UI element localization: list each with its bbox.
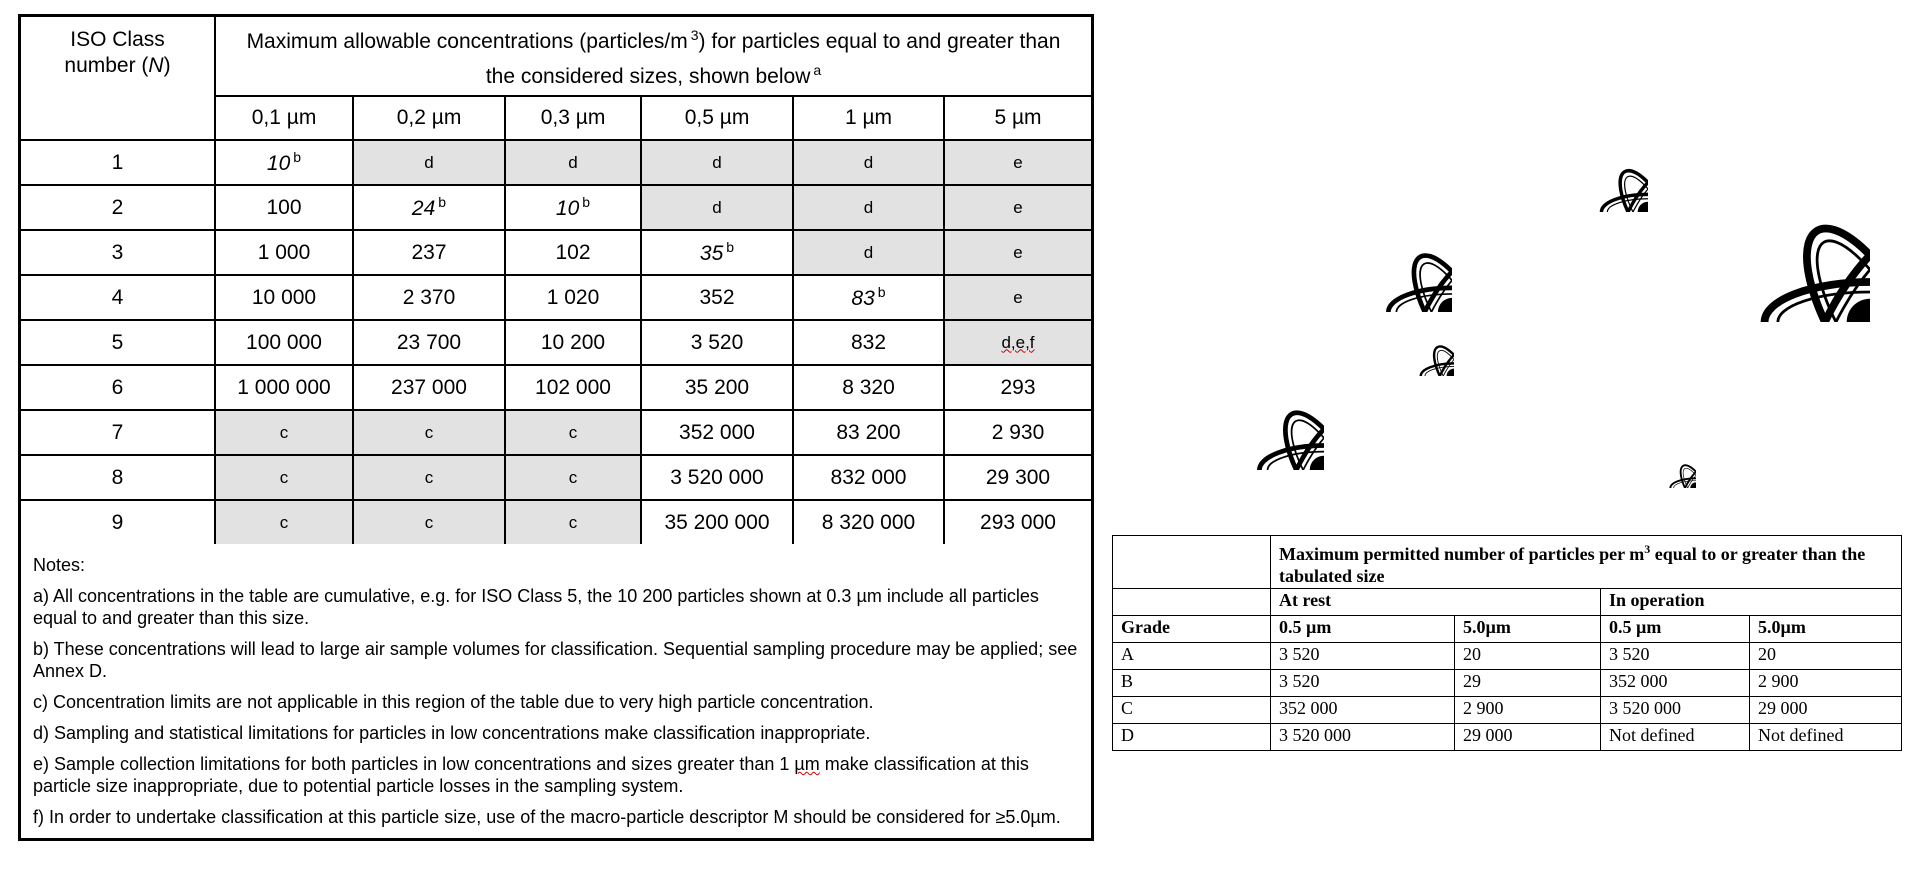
grade-header-pre: Maximum permitted number of particles per m — [1279, 544, 1645, 564]
iso-class-number: 6 — [21, 365, 215, 410]
iso-cell-value: 23 700 — [396, 330, 462, 354]
iso-cell-value: d — [712, 152, 722, 172]
iso-cell — [353, 140, 505, 185]
iso-cell — [215, 140, 353, 185]
iso-cell — [944, 275, 1091, 320]
note-c: c) Concentration limits are not applicable in this region of the table due to very high particle concentration. — [33, 692, 874, 712]
grade-value: 3 520 000 — [1271, 724, 1455, 751]
iso-cell-value: 293 — [1000, 375, 1036, 399]
iso-cell-value: 832 — [850, 330, 887, 354]
iso-cell — [215, 185, 353, 230]
iso-class-number: 5 — [21, 320, 215, 365]
iso-cell-value: 3 520 — [690, 330, 744, 354]
iso-concentration-header — [215, 17, 1091, 96]
iso-cell — [215, 410, 353, 455]
iso-class-number: 4 — [21, 275, 215, 320]
iso-cell-value: d,e,f — [1001, 332, 1035, 352]
iso-cell-value: 8 320 000 — [821, 510, 916, 534]
grade-header-sup: 3 — [1644, 542, 1651, 556]
iso-cell — [353, 365, 505, 410]
iso-class-header-var: N — [148, 54, 164, 77]
grade-letter: C — [1113, 697, 1271, 724]
iso-size-header: 5 µm — [944, 96, 1091, 140]
iso-cell — [353, 185, 505, 230]
iso-cell — [944, 230, 1091, 275]
iso-cell — [215, 320, 353, 365]
iso-cell-value: c — [568, 467, 578, 487]
iso-cell — [944, 365, 1091, 410]
iso-row — [21, 275, 1091, 320]
grade-main-header — [1271, 536, 1902, 589]
iso-cell-value: d — [863, 197, 874, 217]
note-e-post: make classification at this particle size inappropriate, due to potential particle losses in the sampling system. — [33, 754, 1029, 796]
iso-cell-value: 352 000 — [679, 420, 755, 444]
iso-cell — [944, 455, 1091, 500]
iso-cell-value: 29 300 — [985, 465, 1051, 489]
iso-cell-value: 352 — [699, 285, 735, 309]
iso-cell-footnote: b — [438, 194, 447, 210]
iso-cell-value: c — [424, 467, 434, 487]
iso-cell — [641, 140, 793, 185]
iso-cell-value: 10 — [266, 152, 291, 175]
grade-value: 2 900 — [1455, 697, 1601, 724]
iso-classification-table — [18, 14, 1094, 841]
grade-value: 20 — [1750, 643, 1902, 670]
iso-cell — [641, 365, 793, 410]
grade-value: 29 000 — [1750, 697, 1902, 724]
iso-cell — [641, 185, 793, 230]
iso-cell — [353, 455, 505, 500]
iso-cell — [505, 230, 641, 275]
atom-icon — [1188, 334, 1324, 470]
grade-value: 29 — [1455, 670, 1601, 697]
at-rest-header: At rest — [1271, 589, 1601, 616]
note-e-pre: e) Sample collection limitations for both particles in low concentrations and sizes greater than 1 — [33, 754, 790, 774]
atom-icon — [1642, 434, 1696, 488]
iso-cell-value: d — [424, 152, 434, 172]
iso-cell-value: 237 000 — [391, 375, 467, 399]
grade-size-header: 0.5 µm — [1271, 616, 1455, 643]
iso-table-grid — [21, 17, 1091, 544]
grade-value: Not defined — [1601, 724, 1750, 751]
iso-cell-value: 1 000 000 — [237, 375, 331, 399]
grade-size-header: 0.5 µm — [1601, 616, 1750, 643]
iso-class-header-line1: ISO Class — [70, 28, 165, 51]
iso-cell-value: 2 930 — [991, 420, 1045, 444]
iso-cell — [505, 185, 641, 230]
iso-cell — [353, 320, 505, 365]
iso-row — [21, 500, 1091, 544]
grade-row — [1113, 697, 1902, 724]
iso-cell-value: e — [1013, 197, 1023, 217]
grade-state-row — [1113, 589, 1902, 616]
note-e — [33, 753, 1079, 797]
iso-cell — [793, 365, 944, 410]
iso-cell — [505, 500, 641, 544]
iso-cell-value: c — [568, 422, 578, 442]
iso-cell — [353, 500, 505, 544]
iso-cell — [641, 500, 793, 544]
grade-row — [1113, 670, 1902, 697]
grade-value: 29 000 — [1455, 724, 1601, 751]
grade-label-header: Grade — [1113, 616, 1271, 643]
note-f: f) In order to undertake classification at this particle size, use of the macro-particle descriptor M should be considered for ≥5.0µm. — [33, 807, 1061, 827]
note-a: a) All concentrations in the table are cumulative, e.g. for ISO Class 5, the 10 200 particles shown at 0.3 µm include all particles equal to and greater than this size. — [33, 586, 1039, 628]
iso-cell-value: 3 520 000 — [670, 465, 764, 489]
iso-cell-footnote: b — [877, 284, 886, 300]
atom-icon — [1384, 306, 1454, 376]
iso-header-main-sup: 3 — [690, 27, 699, 43]
iso-class-number: 3 — [21, 230, 215, 275]
iso-row — [21, 140, 1091, 185]
iso-class-number: 1 — [21, 140, 215, 185]
iso-cell — [353, 275, 505, 320]
iso-cell — [793, 455, 944, 500]
iso-cell — [215, 500, 353, 544]
iso-cell — [944, 185, 1091, 230]
in-operation-header: In operation — [1601, 589, 1902, 616]
grade-size-header: 5.0µm — [1455, 616, 1601, 643]
iso-cell-value: 102 — [555, 240, 591, 264]
atom-icon — [1648, 100, 1870, 322]
iso-cell-value: 293 000 — [980, 510, 1056, 534]
iso-cell-value: 35 200 000 — [664, 510, 770, 534]
iso-cell-value: c — [424, 422, 434, 442]
iso-cell-value: d — [863, 152, 874, 172]
iso-cell-value: e — [1013, 242, 1023, 262]
grade-value: 352 000 — [1271, 697, 1455, 724]
iso-cell — [793, 320, 944, 365]
grade-letter: D — [1113, 724, 1271, 751]
iso-cell-footnote: b — [726, 239, 735, 255]
iso-cell — [215, 365, 353, 410]
grade-value: 2 900 — [1750, 670, 1902, 697]
atom-icon — [1318, 178, 1452, 312]
iso-cell-value: c — [279, 422, 289, 442]
iso-cell — [793, 140, 944, 185]
iso-cell — [641, 320, 793, 365]
iso-row — [21, 410, 1091, 455]
grade-size-header: 5.0µm — [1750, 616, 1902, 643]
iso-cell — [641, 455, 793, 500]
iso-cell — [505, 320, 641, 365]
iso-cell-value: d — [863, 242, 874, 262]
iso-cell-footnote: b — [293, 149, 302, 165]
notes-title: Notes: — [33, 555, 86, 575]
iso-cell-value: e — [1013, 287, 1023, 307]
iso-cell-value: 1 020 — [546, 285, 600, 309]
iso-header-main-post: ) for particles equal to and greater than the considered sizes, shown below — [485, 30, 1061, 88]
iso-cell — [793, 410, 944, 455]
grade-header-row — [1113, 536, 1902, 589]
iso-row — [21, 230, 1091, 275]
grade-value: Not defined — [1750, 724, 1902, 751]
iso-class-header-line2-pre: number ( — [64, 54, 149, 77]
iso-header-row — [21, 17, 1091, 96]
iso-cell — [944, 320, 1091, 365]
iso-cell — [505, 455, 641, 500]
grade-empty-cell — [1113, 536, 1271, 589]
grade-value: 3 520 — [1601, 643, 1750, 670]
grade-letter: B — [1113, 670, 1271, 697]
iso-cell-value: 102 000 — [535, 375, 611, 399]
iso-size-header: 0,2 µm — [353, 96, 505, 140]
iso-cell — [944, 500, 1091, 544]
iso-cell-footnote: b — [582, 194, 591, 210]
iso-cell — [353, 230, 505, 275]
iso-cell-value: 83 — [851, 287, 875, 310]
iso-cell — [944, 140, 1091, 185]
iso-row — [21, 365, 1091, 410]
iso-cell-value: c — [424, 512, 434, 532]
iso-size-header: 1 µm — [793, 96, 944, 140]
iso-table-body — [21, 140, 1091, 544]
iso-cell-value: d — [712, 197, 722, 217]
iso-row — [21, 185, 1091, 230]
grade-value: 352 000 — [1601, 670, 1750, 697]
iso-cell — [505, 140, 641, 185]
iso-cell-value: 35 — [699, 242, 724, 265]
iso-cell-value: c — [568, 512, 578, 532]
iso-notes — [21, 544, 1091, 838]
note-e-unit: µm — [794, 754, 820, 774]
iso-class-header-line2-post: ) — [163, 54, 171, 77]
iso-cell-value: 10 200 — [540, 330, 606, 354]
iso-cell — [793, 185, 944, 230]
grade-header-post: equal to or greater than the tabulated size — [1279, 544, 1866, 586]
iso-cell — [944, 410, 1091, 455]
iso-cell-value: 35 200 — [684, 375, 750, 399]
iso-cell-value: 8 320 — [842, 375, 895, 399]
iso-cell-value: 83 200 — [836, 420, 901, 444]
grade-value: 20 — [1455, 643, 1601, 670]
grade-value: 3 520 — [1271, 643, 1455, 670]
iso-size-header: 0,5 µm — [641, 96, 793, 140]
grade-row — [1113, 724, 1902, 751]
iso-cell — [215, 230, 353, 275]
iso-cell-value: e — [1013, 152, 1023, 172]
grade-value: 3 520 — [1271, 670, 1455, 697]
iso-cell-value: 2 370 — [402, 285, 456, 309]
atom-icon — [1550, 114, 1648, 212]
iso-cell — [793, 230, 944, 275]
iso-cell-value: 100 000 — [246, 330, 322, 354]
iso-cell — [215, 455, 353, 500]
iso-class-number: 2 — [21, 185, 215, 230]
iso-header-main-note: a — [813, 62, 822, 78]
grade-table-body — [1113, 643, 1902, 751]
iso-size-header: 0,1 µm — [215, 96, 353, 140]
note-d: d) Sampling and statistical limitations for particles in low concentrations make classification inappropriate. — [33, 723, 871, 743]
iso-class-number: 9 — [21, 500, 215, 544]
grade-row — [1113, 643, 1902, 670]
iso-row — [21, 320, 1091, 365]
iso-cell-value: c — [279, 512, 289, 532]
note-b: b) These concentrations will lead to large air sample volumes for classification. Sequential sampling procedure may be applied; see Annex D. — [33, 639, 1078, 681]
iso-cell-value: d — [568, 152, 578, 172]
iso-cell — [505, 275, 641, 320]
iso-cell-value: 1 000 — [257, 240, 311, 264]
iso-class-number: 8 — [21, 455, 215, 500]
iso-cell — [505, 410, 641, 455]
iso-cell — [353, 410, 505, 455]
iso-cell — [793, 500, 944, 544]
iso-size-header: 0,3 µm — [505, 96, 641, 140]
grade-value: 3 520 000 — [1601, 697, 1750, 724]
iso-cell — [641, 410, 793, 455]
iso-class-header — [21, 17, 215, 140]
iso-cell — [505, 365, 641, 410]
grade-particle-table — [1112, 535, 1902, 751]
grade-letter: A — [1113, 643, 1271, 670]
iso-cell — [793, 275, 944, 320]
iso-cell-value: 237 — [411, 240, 447, 264]
iso-cell-value: 24 — [411, 197, 436, 220]
iso-cell-value: 100 — [266, 195, 302, 219]
iso-cell-value: 10 — [555, 197, 580, 220]
iso-cell — [215, 275, 353, 320]
iso-class-number: 7 — [21, 410, 215, 455]
iso-cell — [641, 230, 793, 275]
iso-cell-value: c — [279, 467, 289, 487]
iso-cell-value: 10 000 — [251, 285, 317, 309]
iso-cell-value: 832 000 — [830, 465, 907, 489]
iso-row — [21, 455, 1091, 500]
grade-empty-cell — [1113, 589, 1271, 616]
grade-size-row — [1113, 616, 1902, 643]
iso-cell — [641, 275, 793, 320]
iso-header-main-pre: Maximum allowable concentrations (particles/m — [246, 30, 688, 53]
